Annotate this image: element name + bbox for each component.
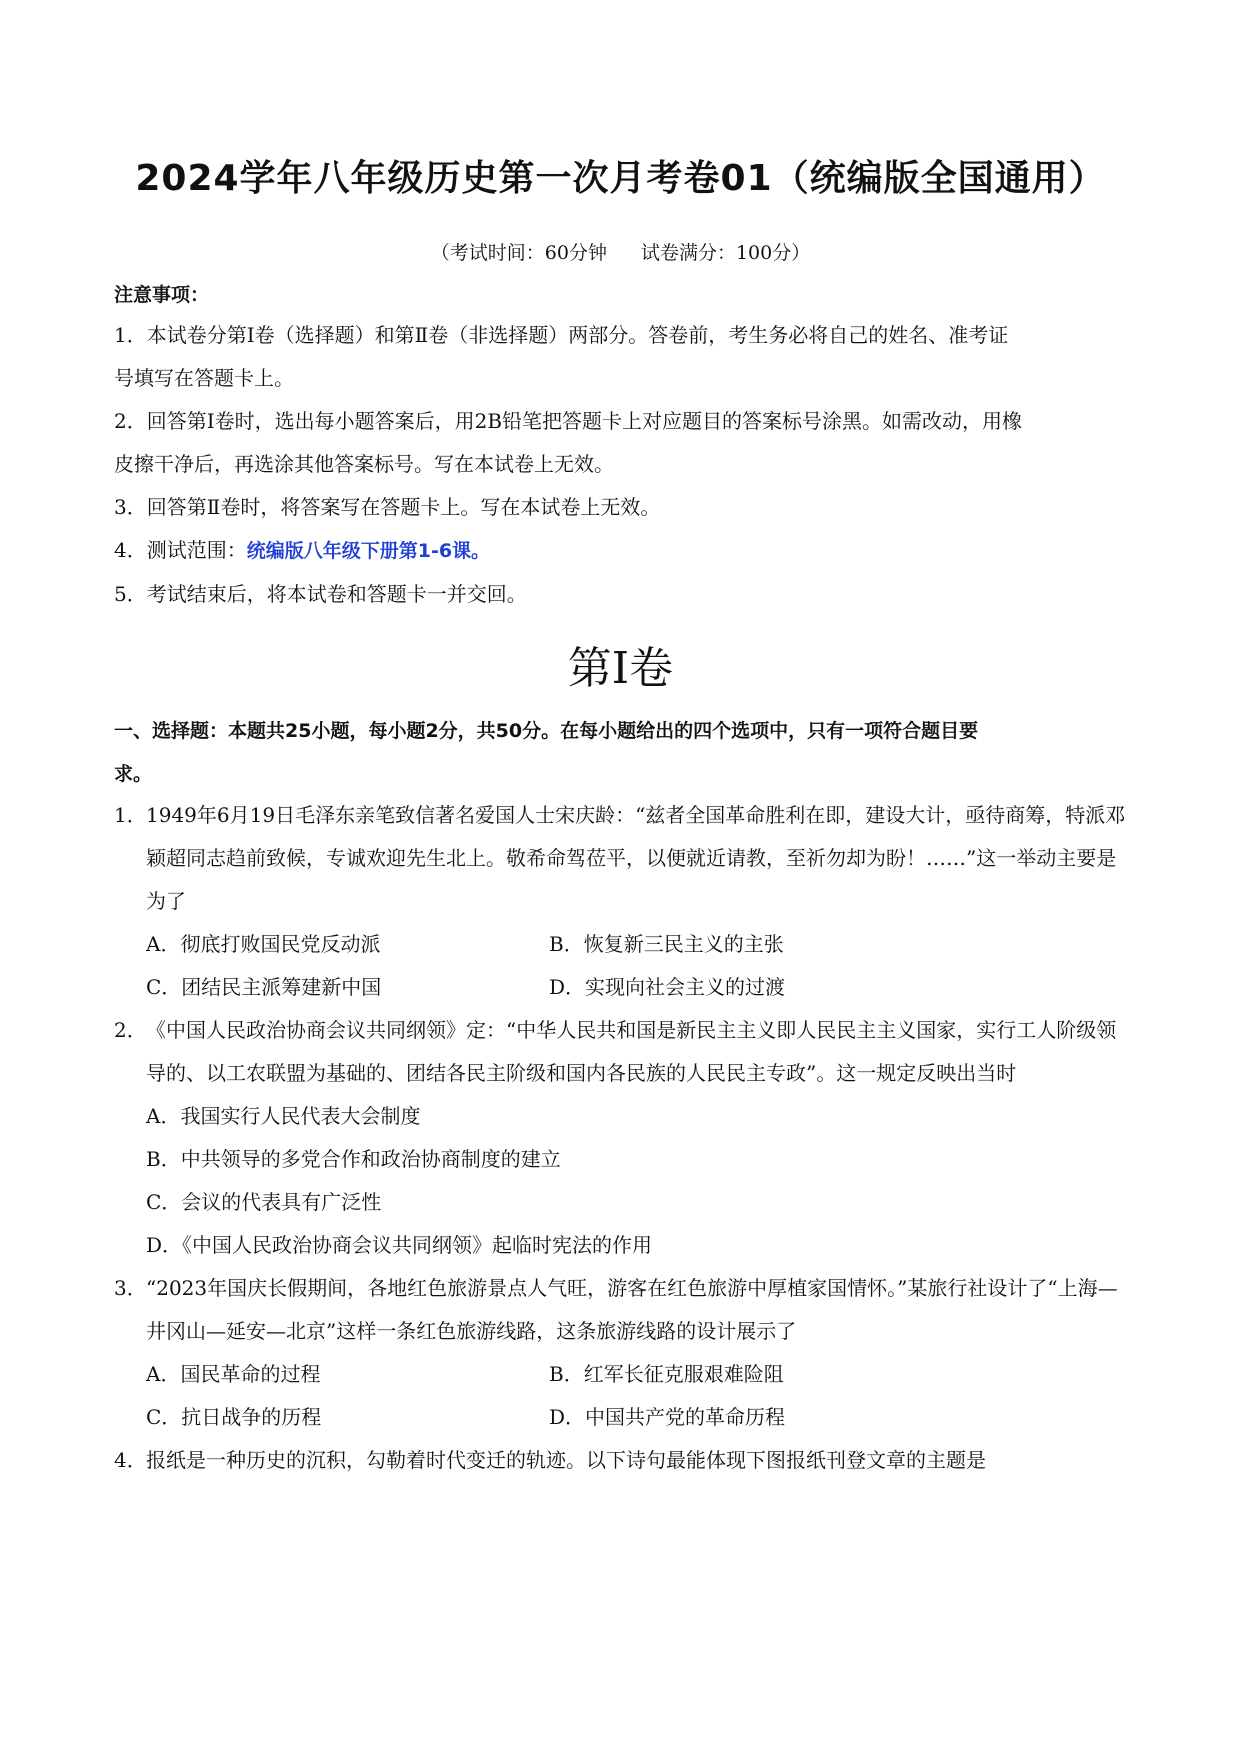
question-text: 《中国人民政治协商会议共同纲领》定：“中华人民共和国是新民主主义即人民民主主义国家，实行工人阶级领导的、以工农联盟为基础的、团结各民主阶级和国内各民族的人民民主专政”。这一规定反映出当时 [146, 1018, 1117, 1085]
question-number: 3． [114, 1276, 147, 1300]
question-list [114, 794, 1134, 1482]
section-instruction-line1: 一、选择题：本题共25小题，每小题2分，共50分。在每小题给出的四个选项中，只有一项符合题目要 [114, 720, 979, 742]
question-stem [114, 1267, 1134, 1353]
question-text: “2023年国庆长假期间，各地红色旅游景点人气旺，游客在红色旅游中厚植家国情怀。”某旅行社设计了“上海—井冈山—延安—北京”这样一条红色旅游线路，这条旅游线路的设计展示了 [146, 1276, 1118, 1343]
question-1 [114, 794, 1134, 1009]
exam-time: （考试时间：60分钟 [430, 242, 607, 264]
option-c: C．会议的代表具有广泛性 [146, 1190, 382, 1214]
question-3 [114, 1267, 1134, 1439]
notes-heading: 注意事项： [114, 284, 210, 306]
test-scope: 统编版八年级下册第1-6课。 [246, 540, 491, 562]
option-d: D．中国共产党的革命历程 [549, 1405, 786, 1429]
note-4 [114, 529, 1124, 573]
option-a: A．我国实行人民代表大会制度 [146, 1104, 421, 1128]
question-options [114, 1095, 1134, 1267]
question-number: 2． [114, 1018, 147, 1042]
question-options [114, 923, 1134, 1009]
exam-title: 2024学年八年级历史第一次月考卷01（统编版全国通用） [135, 158, 1106, 199]
note-2-line2: 皮擦干净后，再选涂其他答案标号。写在本试卷上无效。 [114, 452, 614, 476]
note-1-line1: 1．本试卷分第Ⅰ卷（选择题）和第Ⅱ卷（非选择题）两部分。答卷前，考生务必将自己的姓名、准考证 [114, 323, 1009, 347]
option-b: B．中共领导的多党合作和政治协商制度的建立 [146, 1147, 561, 1171]
option-c: C．团结民主派筹建新中国 [146, 975, 382, 999]
option-d: D．实现向社会主义的过渡 [549, 975, 786, 999]
exam-info [0, 238, 1241, 265]
section-instruction-line2: 求。 [114, 763, 153, 785]
question-2 [114, 1009, 1134, 1267]
section-instruction [114, 710, 1130, 796]
note-1-line2: 号填写在答题卡上。 [114, 366, 294, 390]
question-options [114, 1353, 1134, 1439]
note-3: 3．回答第Ⅱ卷时，将答案写在答题卡上。写在本试卷上无效。 [114, 495, 661, 519]
section-title: 第Ⅰ卷 [567, 643, 674, 694]
note-4-prefix: 4．测试范围： [114, 538, 247, 562]
option-a: A．国民革命的过程 [146, 1362, 321, 1386]
question-4 [114, 1439, 1134, 1482]
question-text: 报纸是一种历史的沉积，勾勒着时代变迁的轨迹。以下诗句最能体现下图报纸刊登文章的主题是 [146, 1448, 986, 1472]
note-5: 5．考试结束后，将本试卷和答题卡一并交回。 [114, 582, 527, 606]
option-b: B．红军长征克服艰难险阻 [549, 1362, 784, 1386]
notes-list [114, 314, 1124, 616]
question-text: 1949年6月19日毛泽东亲笔致信著名爱国人士宋庆龄：“兹者全国革命胜利在即，建设大计，亟待商筹，特派邓颖超同志趋前致候，专诚欢迎先生北上。敬希命驾莅平，以便就近请教，至祈勿却为盼！……”这一举动主要是为了 [146, 803, 1126, 913]
question-stem [114, 1009, 1134, 1095]
option-c: C．抗日战争的历程 [146, 1405, 322, 1429]
question-stem [114, 794, 1134, 923]
question-stem [114, 1439, 1134, 1482]
option-b: B．恢复新三民主义的主张 [549, 932, 784, 956]
question-number: 4． [114, 1448, 147, 1472]
note-2-line1: 2．回答第Ⅰ卷时，选出每小题答案后，用2B铅笔把答题卡上对应题目的答案标号涂黑。如需改动，用橡 [114, 409, 1023, 433]
question-number: 1． [114, 803, 147, 827]
option-d: D．《中国人民政治协商会议共同纲领》起临时宪法的作用 [146, 1233, 653, 1257]
full-score: 试卷满分：100分） [640, 242, 811, 264]
option-a: A．彻底打败国民党反动派 [146, 932, 381, 956]
